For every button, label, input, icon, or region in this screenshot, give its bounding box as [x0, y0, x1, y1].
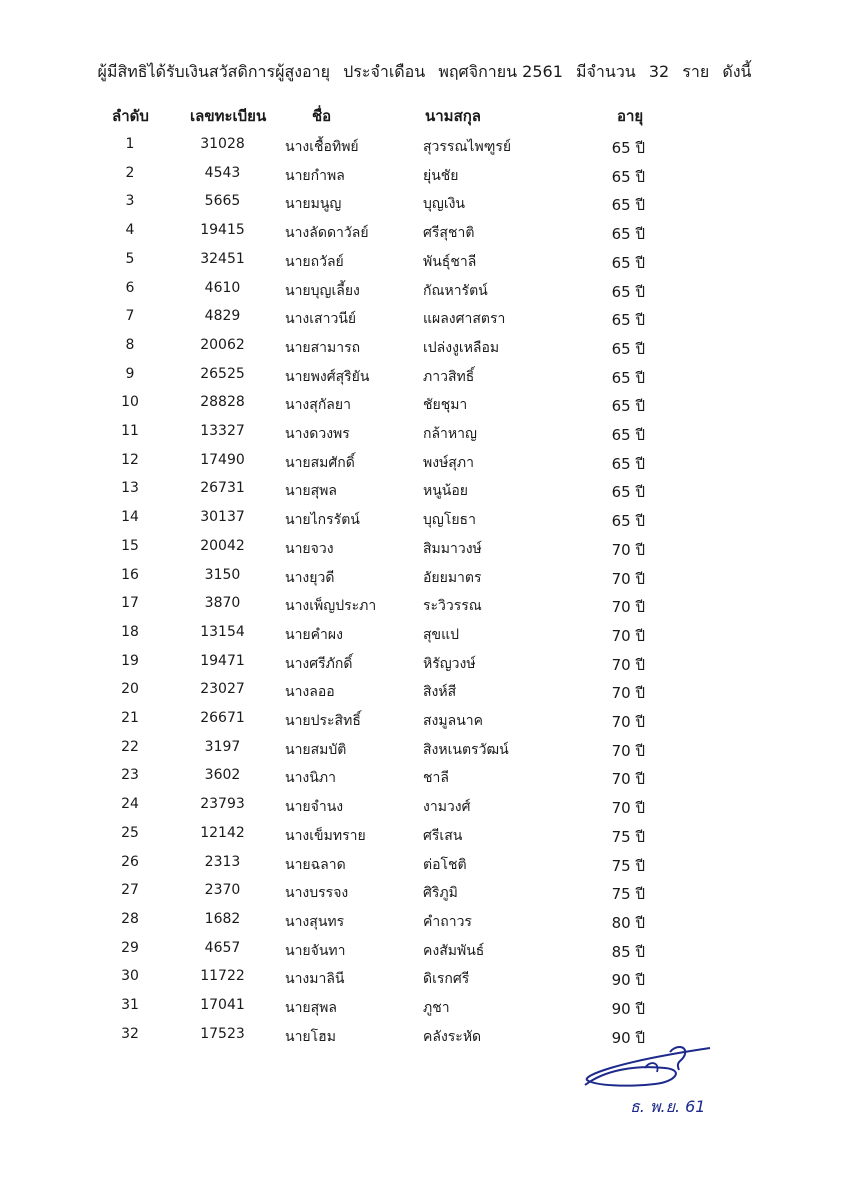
- first-name: นายจวง: [285, 540, 334, 557]
- surname: คลังระหัด: [423, 1028, 482, 1045]
- title-part: มีจำนวน: [575, 62, 636, 81]
- table-row: [0, 366, 849, 394]
- surname: สงมูลนาค: [423, 713, 483, 729]
- table-row: [0, 423, 849, 451]
- first-name: นายสุพล: [285, 1000, 337, 1016]
- first-name: นางศรีภักดิ์: [285, 655, 353, 672]
- registration-number: 20062: [200, 336, 245, 353]
- table-row: [0, 280, 849, 308]
- header-name: ชื่อ: [312, 107, 332, 125]
- table-row: [0, 538, 849, 566]
- age: 65 ปี: [611, 397, 645, 416]
- age: 80 ปี: [611, 913, 645, 932]
- table-row: [0, 452, 849, 480]
- registration-number: 4657: [204, 939, 241, 956]
- registration-number: 17523: [200, 1025, 245, 1042]
- table-row: [0, 796, 849, 824]
- signature-date: ธ. พ.ย. 61: [630, 1097, 706, 1116]
- title-part: ผู้มีสิทธิได้รับเงินสวัสดิการผู้สูงอายุ: [97, 62, 331, 81]
- table-row: [0, 308, 849, 336]
- first-name: นายมนูญ: [285, 196, 342, 213]
- registration-number: 17041: [200, 997, 245, 1013]
- registration-number: 13327: [200, 423, 245, 439]
- first-name: นายจำนง: [285, 799, 344, 816]
- age: 65 ปี: [611, 253, 645, 272]
- first-name: นายสมบัติ: [285, 741, 347, 758]
- first-name: นายประสิทธิ์: [285, 713, 361, 729]
- registration-number: 28828: [200, 394, 245, 411]
- row-number: 4: [125, 222, 135, 239]
- first-name: นางเชื้อทิพย์: [285, 139, 359, 155]
- row-number: 14: [121, 509, 139, 526]
- surname: หิรัญวงษ์: [423, 655, 476, 672]
- surname: ภาวสิทธิ์: [423, 368, 475, 385]
- age: 70 ปี: [611, 655, 645, 674]
- first-name: นางมาลินี: [285, 971, 345, 988]
- surname: ต่อโชติ: [423, 856, 467, 873]
- surname: ภูชา: [423, 1000, 450, 1016]
- row-number: 27: [121, 882, 139, 899]
- age: 75 ปี: [611, 885, 645, 904]
- first-name: นายจันทา: [285, 942, 346, 959]
- first-name: นายสมศักดิ์: [285, 454, 355, 471]
- row-number: 28: [121, 910, 139, 927]
- age: 70 ปี: [611, 713, 645, 731]
- table-row: [0, 710, 849, 738]
- row-number: 2: [125, 164, 135, 181]
- header-age: อายุ: [617, 107, 644, 125]
- age: 65 ปี: [611, 339, 645, 358]
- row-number: 32: [121, 1025, 139, 1042]
- table-row: [0, 222, 849, 250]
- row-number: 3: [125, 193, 135, 210]
- row-number: 15: [121, 537, 139, 554]
- age: 65 ปี: [611, 426, 645, 444]
- row-number: 22: [121, 738, 139, 755]
- registration-number: 26525: [200, 365, 245, 382]
- row-number: 31: [121, 997, 139, 1013]
- table-row: [0, 567, 849, 595]
- registration-number: 4610: [204, 279, 241, 296]
- surname: ดิเรกศรี: [423, 971, 470, 988]
- header-registration: เลขทะเบียน: [190, 107, 267, 125]
- table-row: [0, 624, 849, 652]
- registration-number: 23793: [200, 796, 245, 813]
- registration-number: 1682: [204, 910, 241, 927]
- registration-number: 4543: [204, 164, 241, 181]
- registration-number: 17490: [200, 451, 245, 468]
- surname: ศิริภูมิ: [423, 885, 458, 902]
- row-number: 13: [121, 480, 139, 497]
- table-row: [0, 854, 849, 882]
- row-number: 17: [121, 595, 139, 612]
- table-row: [0, 193, 849, 221]
- row-number: 30: [121, 968, 139, 985]
- age: 70 ปี: [611, 799, 645, 818]
- age: 75 ปี: [611, 827, 645, 846]
- registration-number: 2370: [204, 882, 241, 899]
- surname: บุญเงิน: [423, 196, 466, 213]
- surname: อัยยมาตร: [423, 569, 482, 586]
- header-no: ลำดับ: [112, 107, 149, 125]
- row-number: 20: [121, 681, 139, 698]
- first-name: นางสุกัลยา: [285, 397, 351, 414]
- row-number: 6: [125, 279, 135, 296]
- registration-number: 11722: [200, 968, 245, 985]
- surname: พงษ์สุภา: [423, 454, 474, 471]
- age: 65 ปี: [611, 196, 645, 215]
- age: 70 ปี: [611, 598, 645, 617]
- age: 65 ปี: [611, 454, 645, 473]
- title-count: 32: [648, 62, 670, 81]
- table-row: [0, 825, 849, 853]
- age: 65 ปี: [611, 311, 645, 330]
- registration-number: 3150: [204, 566, 241, 583]
- first-name: นายถวัลย์: [285, 253, 344, 270]
- age: 65 ปี: [611, 139, 645, 157]
- first-name: นายสุพล: [285, 483, 337, 500]
- table-row: [0, 251, 849, 279]
- table-row: [0, 165, 849, 193]
- header-surname: นามสกุล: [425, 107, 481, 125]
- row-number: 1: [125, 136, 135, 152]
- row-number: 18: [121, 623, 139, 640]
- row-number: 29: [121, 939, 139, 956]
- surname: สุขแป: [423, 626, 460, 643]
- first-name: นางสุนทร: [285, 913, 345, 930]
- registration-number: 19415: [200, 222, 245, 239]
- table-row: [0, 681, 849, 709]
- surname: พันธุ์ชาลี: [423, 253, 477, 270]
- first-name: นางดวงพร: [285, 426, 350, 442]
- table-row: [0, 509, 849, 537]
- registration-number: 31028: [200, 136, 245, 152]
- row-number: 26: [121, 853, 139, 870]
- first-name: นายกำพล: [285, 167, 345, 184]
- surname: แผลงศาสตรา: [423, 311, 506, 328]
- first-name: นายคำผง: [285, 626, 343, 643]
- table-row: [0, 739, 849, 767]
- age: 65 ปี: [611, 282, 645, 301]
- first-name: นางบรรจง: [285, 885, 349, 902]
- signature: [575, 1040, 725, 1100]
- row-number: 24: [121, 796, 139, 813]
- surname: คำถาวร: [423, 913, 472, 930]
- table-row: [0, 997, 849, 1025]
- row-number: 7: [125, 308, 135, 325]
- age: 90 ปี: [611, 1028, 645, 1047]
- row-number: 19: [121, 652, 139, 669]
- surname: กล้าหาญ: [423, 426, 477, 442]
- title-month: พฤศจิกายน 2561: [438, 62, 563, 81]
- first-name: นายฉลาด: [285, 856, 346, 873]
- first-name: นางเข็มทราย: [285, 827, 366, 844]
- age: 65 ปี: [611, 483, 645, 502]
- table-row: [0, 911, 849, 939]
- table-row: [0, 882, 849, 910]
- table-row: [0, 767, 849, 795]
- table-row: [0, 940, 849, 968]
- age: 65 ปี: [611, 225, 645, 244]
- surname: บุญโยธา: [423, 512, 476, 529]
- first-name: นางยุวดี: [285, 569, 335, 586]
- age: 70 ปี: [611, 569, 645, 588]
- row-number: 11: [121, 423, 139, 439]
- surname: เปล่งงูเหลือม: [423, 339, 500, 356]
- age: 70 ปี: [611, 540, 645, 559]
- table-row: [0, 595, 849, 623]
- row-number: 12: [121, 451, 139, 468]
- surname: ชัยชุมา: [423, 397, 468, 414]
- first-name: นายโฮม: [285, 1028, 336, 1045]
- age: 85 ปี: [611, 942, 645, 961]
- age: 70 ปี: [611, 741, 645, 760]
- first-name: นายไกรรัตน์: [285, 512, 360, 529]
- age: 70 ปี: [611, 626, 645, 645]
- table-row: [0, 394, 849, 422]
- registration-number: 26731: [200, 480, 245, 497]
- registration-number: 23027: [200, 681, 245, 698]
- age: 75 ปี: [611, 856, 645, 875]
- registration-number: 3602: [204, 767, 241, 784]
- surname: คงสัมพันธ์: [423, 942, 485, 959]
- first-name: นางนิภา: [285, 770, 336, 787]
- surname: สิงหเนตรวัฒน์: [423, 741, 509, 758]
- title-part: ประจำเดือน: [343, 62, 426, 81]
- table-row: [0, 337, 849, 365]
- first-name: นางลออ: [285, 684, 335, 701]
- age: 65 ปี: [611, 167, 645, 186]
- registration-number: 4829: [204, 308, 241, 325]
- document-title: [0, 60, 849, 85]
- registration-number: 3870: [204, 595, 241, 612]
- age: 65 ปี: [611, 368, 645, 387]
- table-row: [0, 968, 849, 996]
- registration-number: 12142: [200, 824, 245, 841]
- registration-number: 2313: [204, 853, 241, 870]
- row-number: 25: [121, 824, 139, 841]
- surname: ระวิวรรณ: [423, 598, 482, 615]
- row-number: 16: [121, 566, 139, 583]
- age: 90 ปี: [611, 1000, 645, 1018]
- first-name: นางเพ็ญประภา: [285, 598, 377, 615]
- registration-number: 19471: [200, 652, 245, 669]
- registration-number: 30137: [200, 509, 245, 526]
- row-number: 23: [121, 767, 139, 784]
- surname: ยุ่นชัย: [423, 167, 459, 184]
- table-row: [0, 653, 849, 681]
- surname: สุวรรณไพฑูรย์: [423, 139, 512, 155]
- surname: สิงห์สี: [423, 684, 457, 701]
- first-name: นายสามารถ: [285, 339, 361, 356]
- surname: งามวงศ์: [423, 799, 471, 816]
- row-number: 21: [121, 710, 139, 726]
- surname: สิมมาวงษ์: [423, 540, 482, 557]
- registration-number: 32451: [200, 250, 245, 267]
- registration-number: 3197: [204, 738, 241, 755]
- age: 70 ปี: [611, 770, 645, 789]
- surname: ชาลี: [423, 770, 449, 787]
- row-number: 10: [121, 394, 139, 411]
- row-number: 9: [125, 365, 135, 382]
- row-number: 5: [125, 250, 135, 267]
- age: 90 ปี: [611, 971, 645, 990]
- first-name: นายบุญเลี้ยง: [285, 282, 360, 299]
- surname: ศรีเสน: [423, 827, 463, 844]
- registration-number: 26671: [200, 710, 245, 726]
- first-name: นายพงศ์สุริยัน: [285, 368, 370, 385]
- surname: กัณหารัตน์: [423, 282, 488, 299]
- table-row: [0, 136, 849, 164]
- age: 65 ปี: [611, 512, 645, 531]
- row-number: 8: [125, 336, 135, 353]
- title-part: ราย: [682, 62, 710, 81]
- surname: ศรีสุชาติ: [423, 225, 475, 242]
- registration-number: 20042: [200, 537, 245, 554]
- title-part: ดังนี้: [722, 62, 752, 81]
- table-row: [0, 480, 849, 508]
- surname: หนูน้อย: [423, 483, 468, 500]
- registration-number: 13154: [200, 623, 245, 640]
- first-name: นางลัดดาวัลย์: [285, 225, 369, 242]
- registration-number: 5665: [204, 193, 241, 210]
- first-name: นางเสาวนีย์: [285, 311, 357, 328]
- age: 70 ปี: [611, 684, 645, 703]
